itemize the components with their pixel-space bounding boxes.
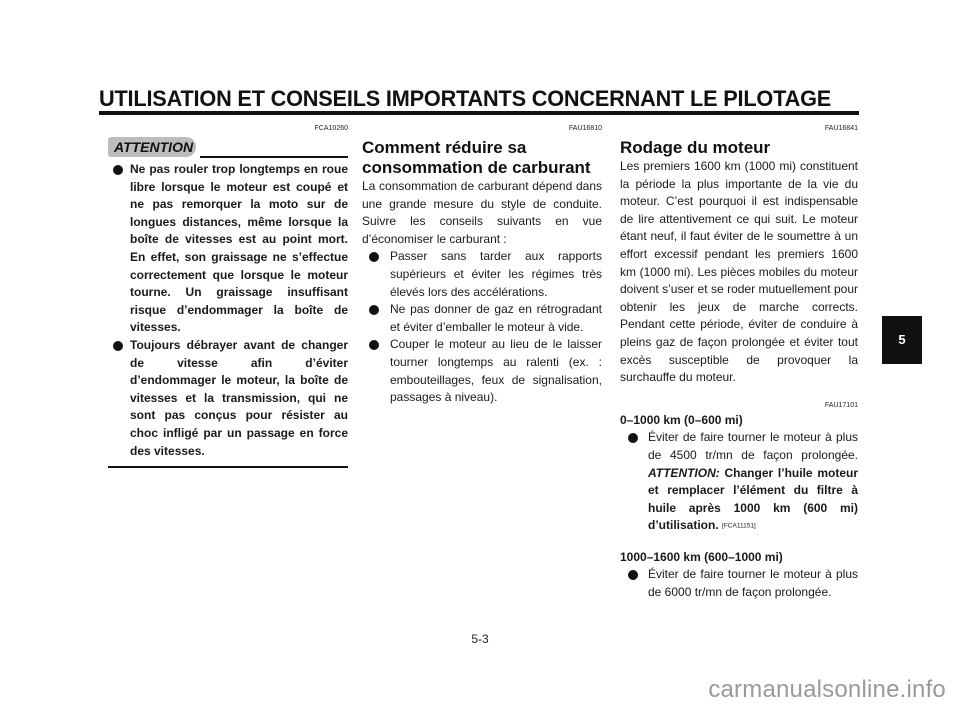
attention-end-rule <box>108 466 348 468</box>
list-item <box>108 337 348 460</box>
warning-label: ATTENTION: <box>648 465 720 480</box>
list-item-text: Ne pas donner de gaz en rétrogradant et éviter d’emballer le moteur à vide. <box>390 302 602 334</box>
range-list <box>620 429 858 535</box>
warning-body: Changer l’huile moteur et remplacer l’élément du filtre à huile après 1000 km (600 mi) d’utilisation. <box>648 465 858 533</box>
list-item-text: Éviter de faire tourner le moteur à plus de 6000 tr/mn de façon prolongée. <box>648 567 858 600</box>
list-item <box>626 429 858 535</box>
header-rule <box>99 111 859 115</box>
list-item <box>364 336 602 406</box>
column-break-in <box>620 124 858 602</box>
reference-code: FAU16810 <box>568 125 602 132</box>
reference-code: FAU16841 <box>824 125 858 132</box>
list-item <box>626 566 858 601</box>
bullet-icon <box>113 341 123 351</box>
column-attention <box>108 124 348 468</box>
page-title: UTILISATION ET CONSEILS IMPORTANTS CONCERNANT LE PILOTAGE <box>99 86 832 111</box>
range-heading: 0–1000 km (0–600 mi) <box>620 412 743 427</box>
page-number: 5-3 <box>471 632 489 646</box>
list-item-text: Ne pas rouler trop longtemps en roue libre lorsque le moteur est coupé et ne pas remorquer la moto sur de longues distances, même lorsque la boîte de vitesses est au point mort. En effet, son graissage ne s’effectue correctement que lorsque le moteur tourne. Un graissage insuffisant risque d’endommager la boîte de vitesses. <box>130 162 348 335</box>
chapter-tab: 5 <box>882 316 922 364</box>
attention-badge: ATTENTION <box>108 137 196 157</box>
warning-code: [FCA11151] <box>722 522 756 530</box>
reference-code: FAU17101 <box>824 401 858 409</box>
column-fuel <box>362 124 602 407</box>
list-item-text: Passer sans tarder aux rapports supérieurs et éviter les régimes très élevés lors des accélérations. <box>390 249 602 299</box>
list-item <box>364 248 602 301</box>
bullet-icon <box>628 433 638 443</box>
attention-header <box>108 137 348 159</box>
list-item <box>364 301 602 336</box>
list-item <box>108 161 348 337</box>
page-header <box>99 84 859 112</box>
range-heading: 1000–1600 km (600–1000 mi) <box>620 549 783 564</box>
bullet-icon <box>628 570 638 580</box>
bullet-icon <box>369 305 379 315</box>
list-item-text: Éviter de faire tourner le moteur à plus de 4500 tr/mn de façon prolongée. <box>648 430 858 462</box>
reference-code: FCA10260 <box>314 125 348 132</box>
section-intro: La consommation de carburant dépend dans une grande mesure du style de conduite. Suivre les conseils suivants en vue d’économiser le carburant : <box>362 179 602 246</box>
section-heading: Comment réduire sa consommation de carburant <box>362 138 591 177</box>
bullet-icon <box>369 252 379 262</box>
tips-list <box>362 248 602 406</box>
bullet-icon <box>369 340 379 350</box>
section-intro: Les premiers 1600 km (1000 mi) constituent la période la plus importante de la vie du moteur. C’est pourquoi il est indispensable de lire attentivement ce qui suit. Le moteur étant neuf, il faut éviter de le soumettre à un effort excessif pendant les premiers 1600 km (1000 mi). Les pièces mobiles du moteur doivent s’user et se roder mutuellement pour obtenir les jeux de marche corrects. Pendant cette période, éviter de conduire à pleins gaz de façon prolongée et éviter tout excès susceptible de provoquer la surchauffe du moteur. <box>620 159 858 385</box>
section-heading: Rodage du moteur <box>620 138 771 157</box>
watermark: carmanualsonline.info <box>708 676 946 703</box>
list-item-text: Couper le moteur au lieu de le laisser tourner longtemps au ralenti (ex. : embouteillages, feux de signalisation, passages à niveau). <box>390 337 602 405</box>
list-item-text: Toujours débrayer avant de changer de vitesse afin d’éviter d’endommager le moteur, la boîte de vitesses et la transmission, qui ne sont pas conçus pour résister au choc infligé par un passage en force des vitesses. <box>130 337 348 458</box>
attention-rule <box>200 156 348 158</box>
attention-list <box>108 161 348 460</box>
range-list <box>620 566 858 601</box>
bullet-icon <box>113 165 123 175</box>
